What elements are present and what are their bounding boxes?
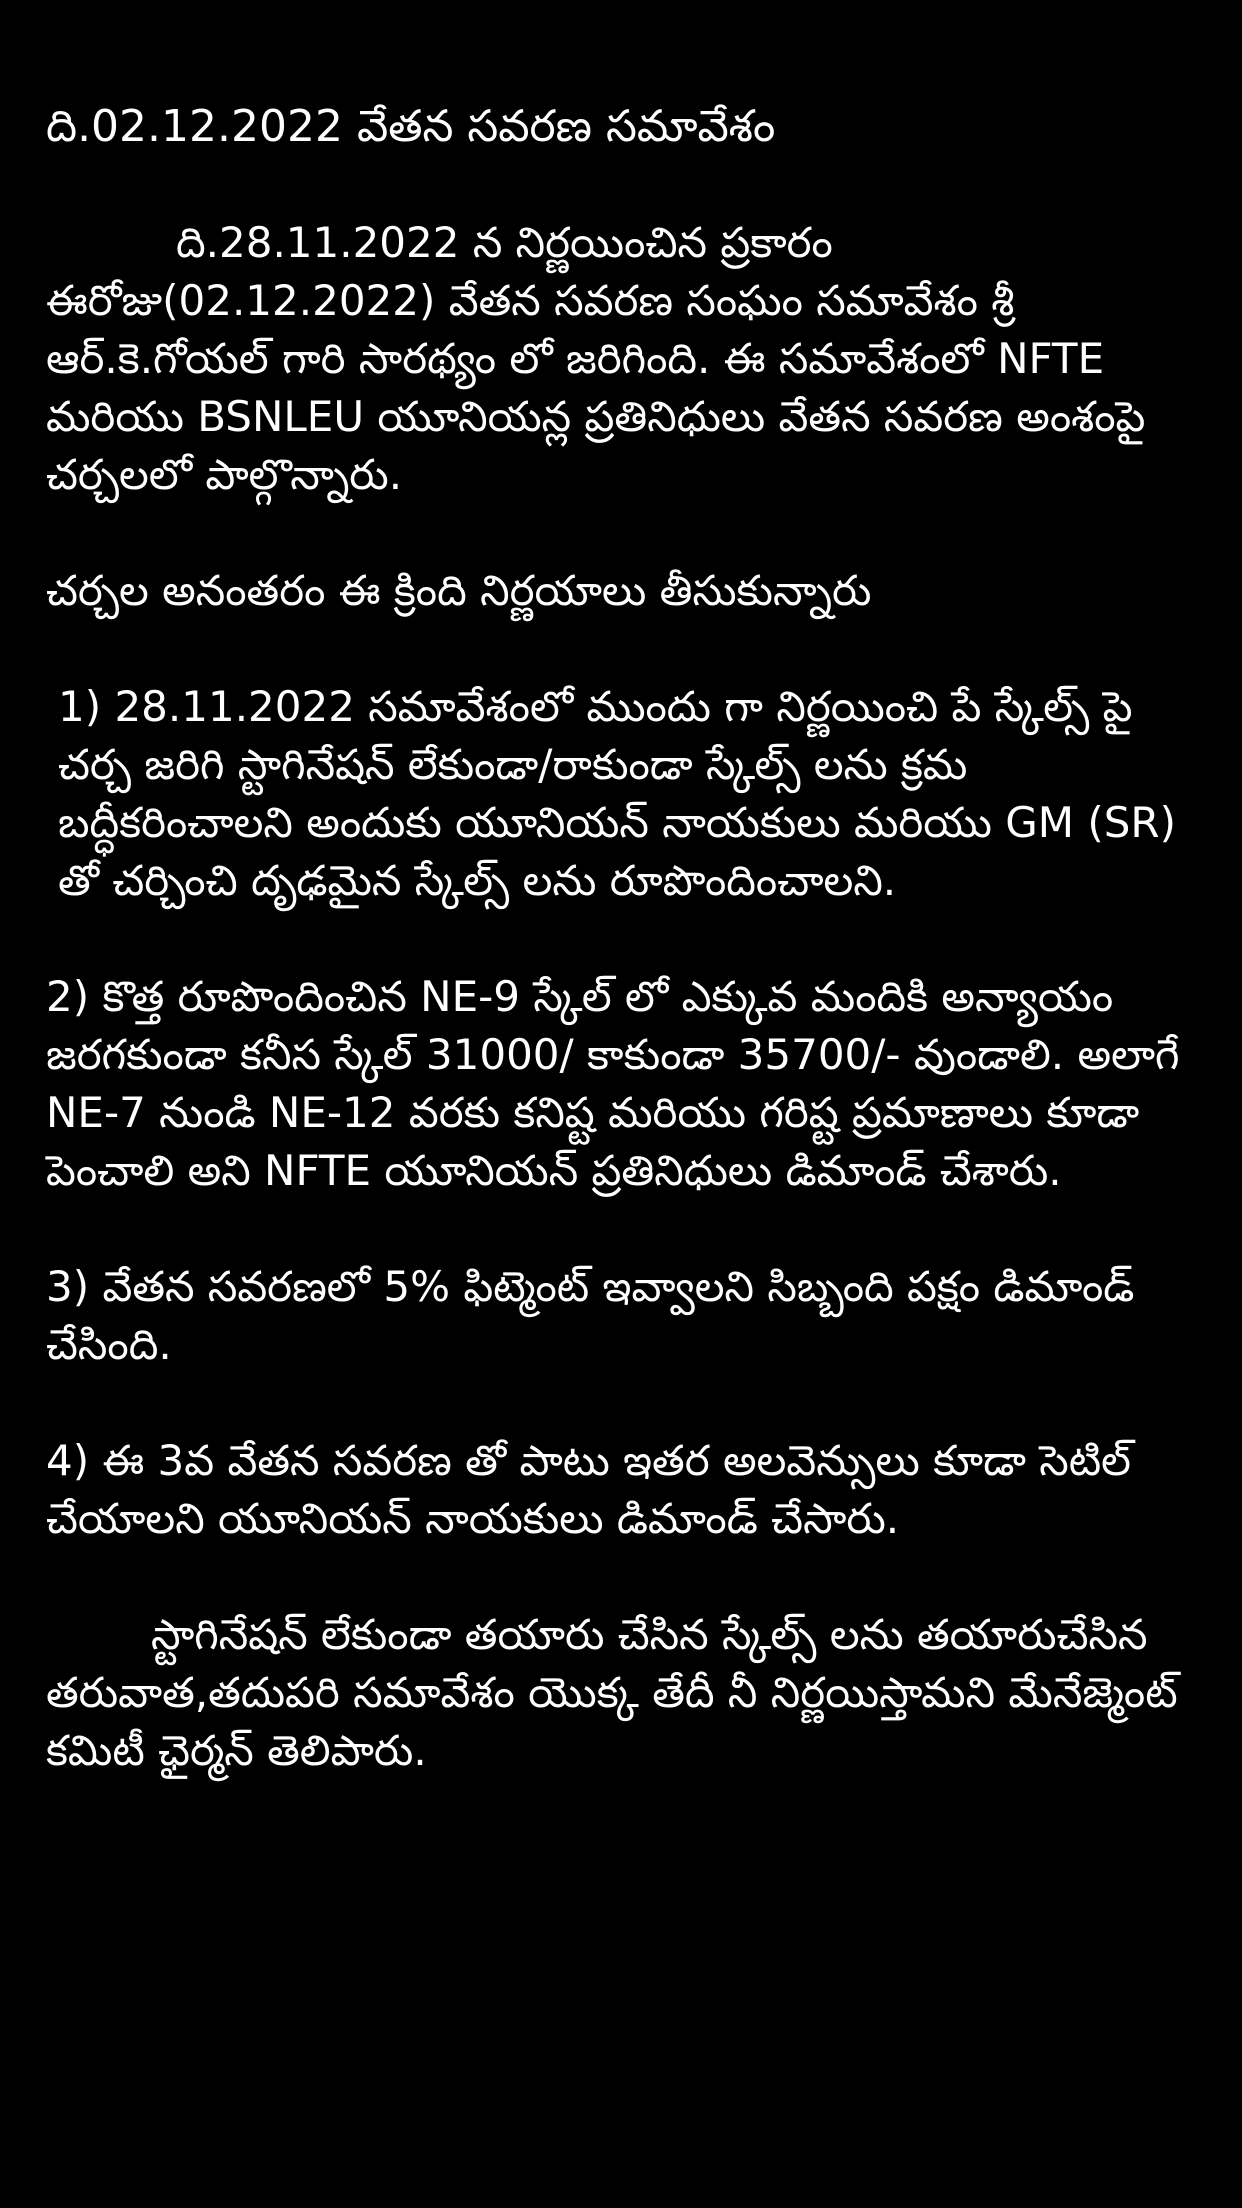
document-body	[46, 98, 1206, 1838]
decision-item-2: 2) కొత్త రూపొందించిన NE-9 స్కేల్ లో ఎక్కువ మందికి అన్యాయం జరగకుండా కనీస స్కేల్ 31000/ కాకుండా 35700/- వుండాలి. అలాగే NE-7 నుండి NE-12 వరకు కనిష్ట మరియు గరిష్ట ప్రమాణాలు కూడా పెంచాలి అని NFTE యూనియన్ ప్రతినిధులు డిమాండ్ చేశారు.	[46, 972, 1180, 1195]
decision-item-3: 3) వేతన సవరణలో 5% ఫిట్మెంట్ ఇవ్వాలని సిబ్బంది పక్షం డిమాండ్ చేసింది.	[46, 1262, 1135, 1369]
intro-paragraph: ది.28.11.2022 న నిర్ణయించిన ప్రకారం ఈరోజు(02.12.2022) వేతన సవరణ సంఘం సమావేశం శ్రీ ఆర్.కె.గోయల్ గారి సారథ్యం లో జరిగింది. ఈ సమావేశంలో NFTE మరియు BSNLEU యూనియన్ల ప్రతినిధులు వేతన సవరణ అంశంపై చర్చలలో పాల్గొన్నారు.	[46, 218, 1146, 499]
document-title: ది.02.12.2022 వేతన సవరణ సమావేశం	[46, 101, 776, 152]
decision-item-1: 1) 28.11.2022 సమావేశంలో ముందు గా నిర్ణయించి పే స్కేల్స్ పై చర్చ జరిగి స్టాగినేషన్ లేకుండా/రాకుండా స్కేల్స్ లను క్రమ బద్ధీకరించాలని అందుకు యూనియన్ నాయకులు మరియు GM (SR) తో చర్చించి దృఢమైన స్కేల్స్ లను రూపొందించాలని.	[58, 682, 1176, 905]
closing-paragraph: స్టాగినేషన్ లేకుండా తయారు చేసిన స్కేల్స్ లను తయారుచేసిన తరువాత,తదుపరి సమావేశం యొక్క తేదీ నీ నిర్ణయిస్తామని మేనేజ్మెంట్ కమిటీ ఛైర్మన్ తెలిపారు.	[46, 1610, 1178, 1775]
decisions-heading: చర్చల అనంతరం ఈ క్రింది నిర్ణయాలు తీసుకున్నారు	[46, 566, 872, 615]
decision-item-4: 4) ఈ 3వ వేతన సవరణ తో పాటు ఇతర అలవెన్సులు కూడా సెటిల్ చేయాలని యూనియన్ నాయకులు డిమాండ్ చేసారు.	[46, 1436, 1131, 1543]
